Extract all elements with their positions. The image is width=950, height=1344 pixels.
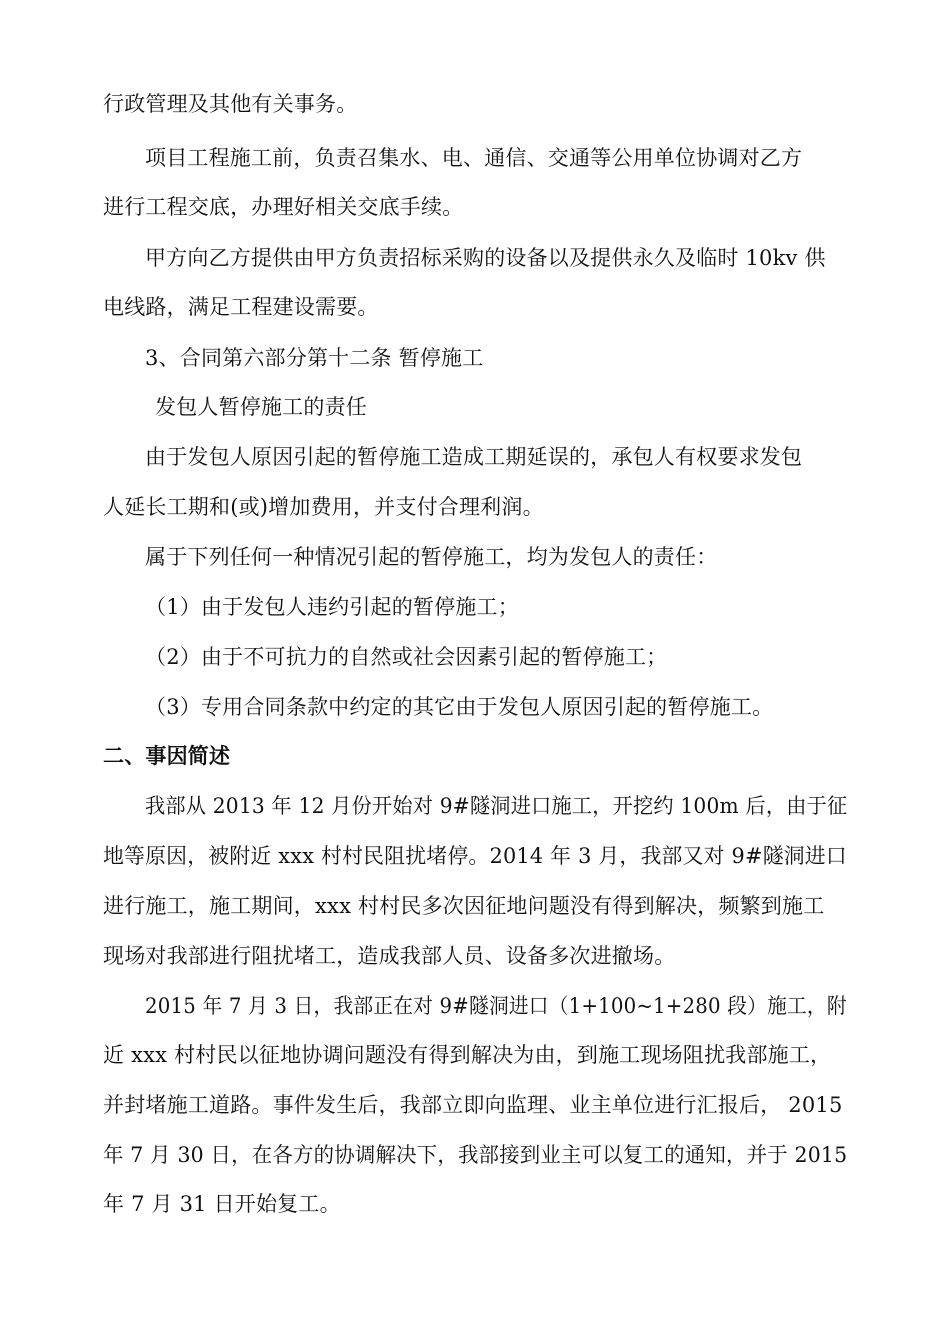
paragraph-line: 年 7 月 31 日开始复工。 <box>103 1192 341 1216</box>
paragraph-line: 我部从 2013 年 12 月份开始对 9#隧洞进口施工，开挖约 100m 后，由于征 <box>145 794 848 818</box>
list-item: （3）专用合同条款中约定的其它由于发包人原因引起的暂停施工。 <box>145 695 774 719</box>
paragraph-line: 属于下列任何一种情况引起的暂停施工，均为发包人的责任： <box>145 545 718 569</box>
section-title: 3、合同第六部分第十二条 暂停施工 <box>145 346 484 370</box>
section-heading: 二、事因简述 <box>103 744 231 768</box>
paragraph-line: 2015 年 7 月 3 日，我部正在对 9#隧洞进口（1+100~1+280 段）施工，附 <box>145 994 847 1018</box>
subsection-title: 发包人暂停施工的责任 <box>155 395 367 419</box>
paragraph-line: 电线路，满足工程建设需要。 <box>103 295 379 319</box>
paragraph-line: 进行工程交底，办理好相关交底手续。 <box>103 195 464 219</box>
paragraph-line: 甲方向乙方提供由甲方负责招标采购的设备以及提供永久及临时 10kv 供 <box>145 246 826 270</box>
list-item: （2）由于不可抗力的自然或社会因素引起的暂停施工； <box>145 645 668 669</box>
paragraph-line: 现场对我部进行阻扰堵工，造成我部人员、设备多次进撤场。 <box>103 944 676 968</box>
paragraph-line: 人延长工期和(或)增加费用，并支付合理利润。 <box>103 495 544 519</box>
paragraph-line: 年 7 月 30 日，在各方的协调解决下，我部接到业主可以复工的通知，并于 2015 <box>103 1143 848 1167</box>
paragraph-line: 并封堵施工道路。事件发生后，我部立即向监理、业主单位进行汇报后， 2015 <box>103 1093 843 1117</box>
paragraph-line: 行政管理及其他有关事务。 <box>103 92 358 116</box>
paragraph-line: 由于发包人原因引起的暂停施工造成工期延误的，承包人有权要求发包 <box>145 445 803 469</box>
paragraph-line: 项目工程施工前，负责召集水、电、通信、交通等公用单位协调对乙方 <box>145 146 803 170</box>
list-item: （1）由于发包人违约引起的暂停施工； <box>145 595 519 619</box>
paragraph-line: 进行施工，施工期间，xxx 村村民多次因征地问题没有得到解决，频繁到施工 <box>103 894 825 918</box>
paragraph-line: 近 xxx 村村民以征地协调问题没有得到解决为由，到施工现场阻扰我部施工， <box>103 1043 832 1067</box>
paragraph-line: 地等原因，被附近 xxx 村村民阻扰堵停。2014 年 3 月，我部又对 9#隧洞进口 <box>103 844 847 868</box>
